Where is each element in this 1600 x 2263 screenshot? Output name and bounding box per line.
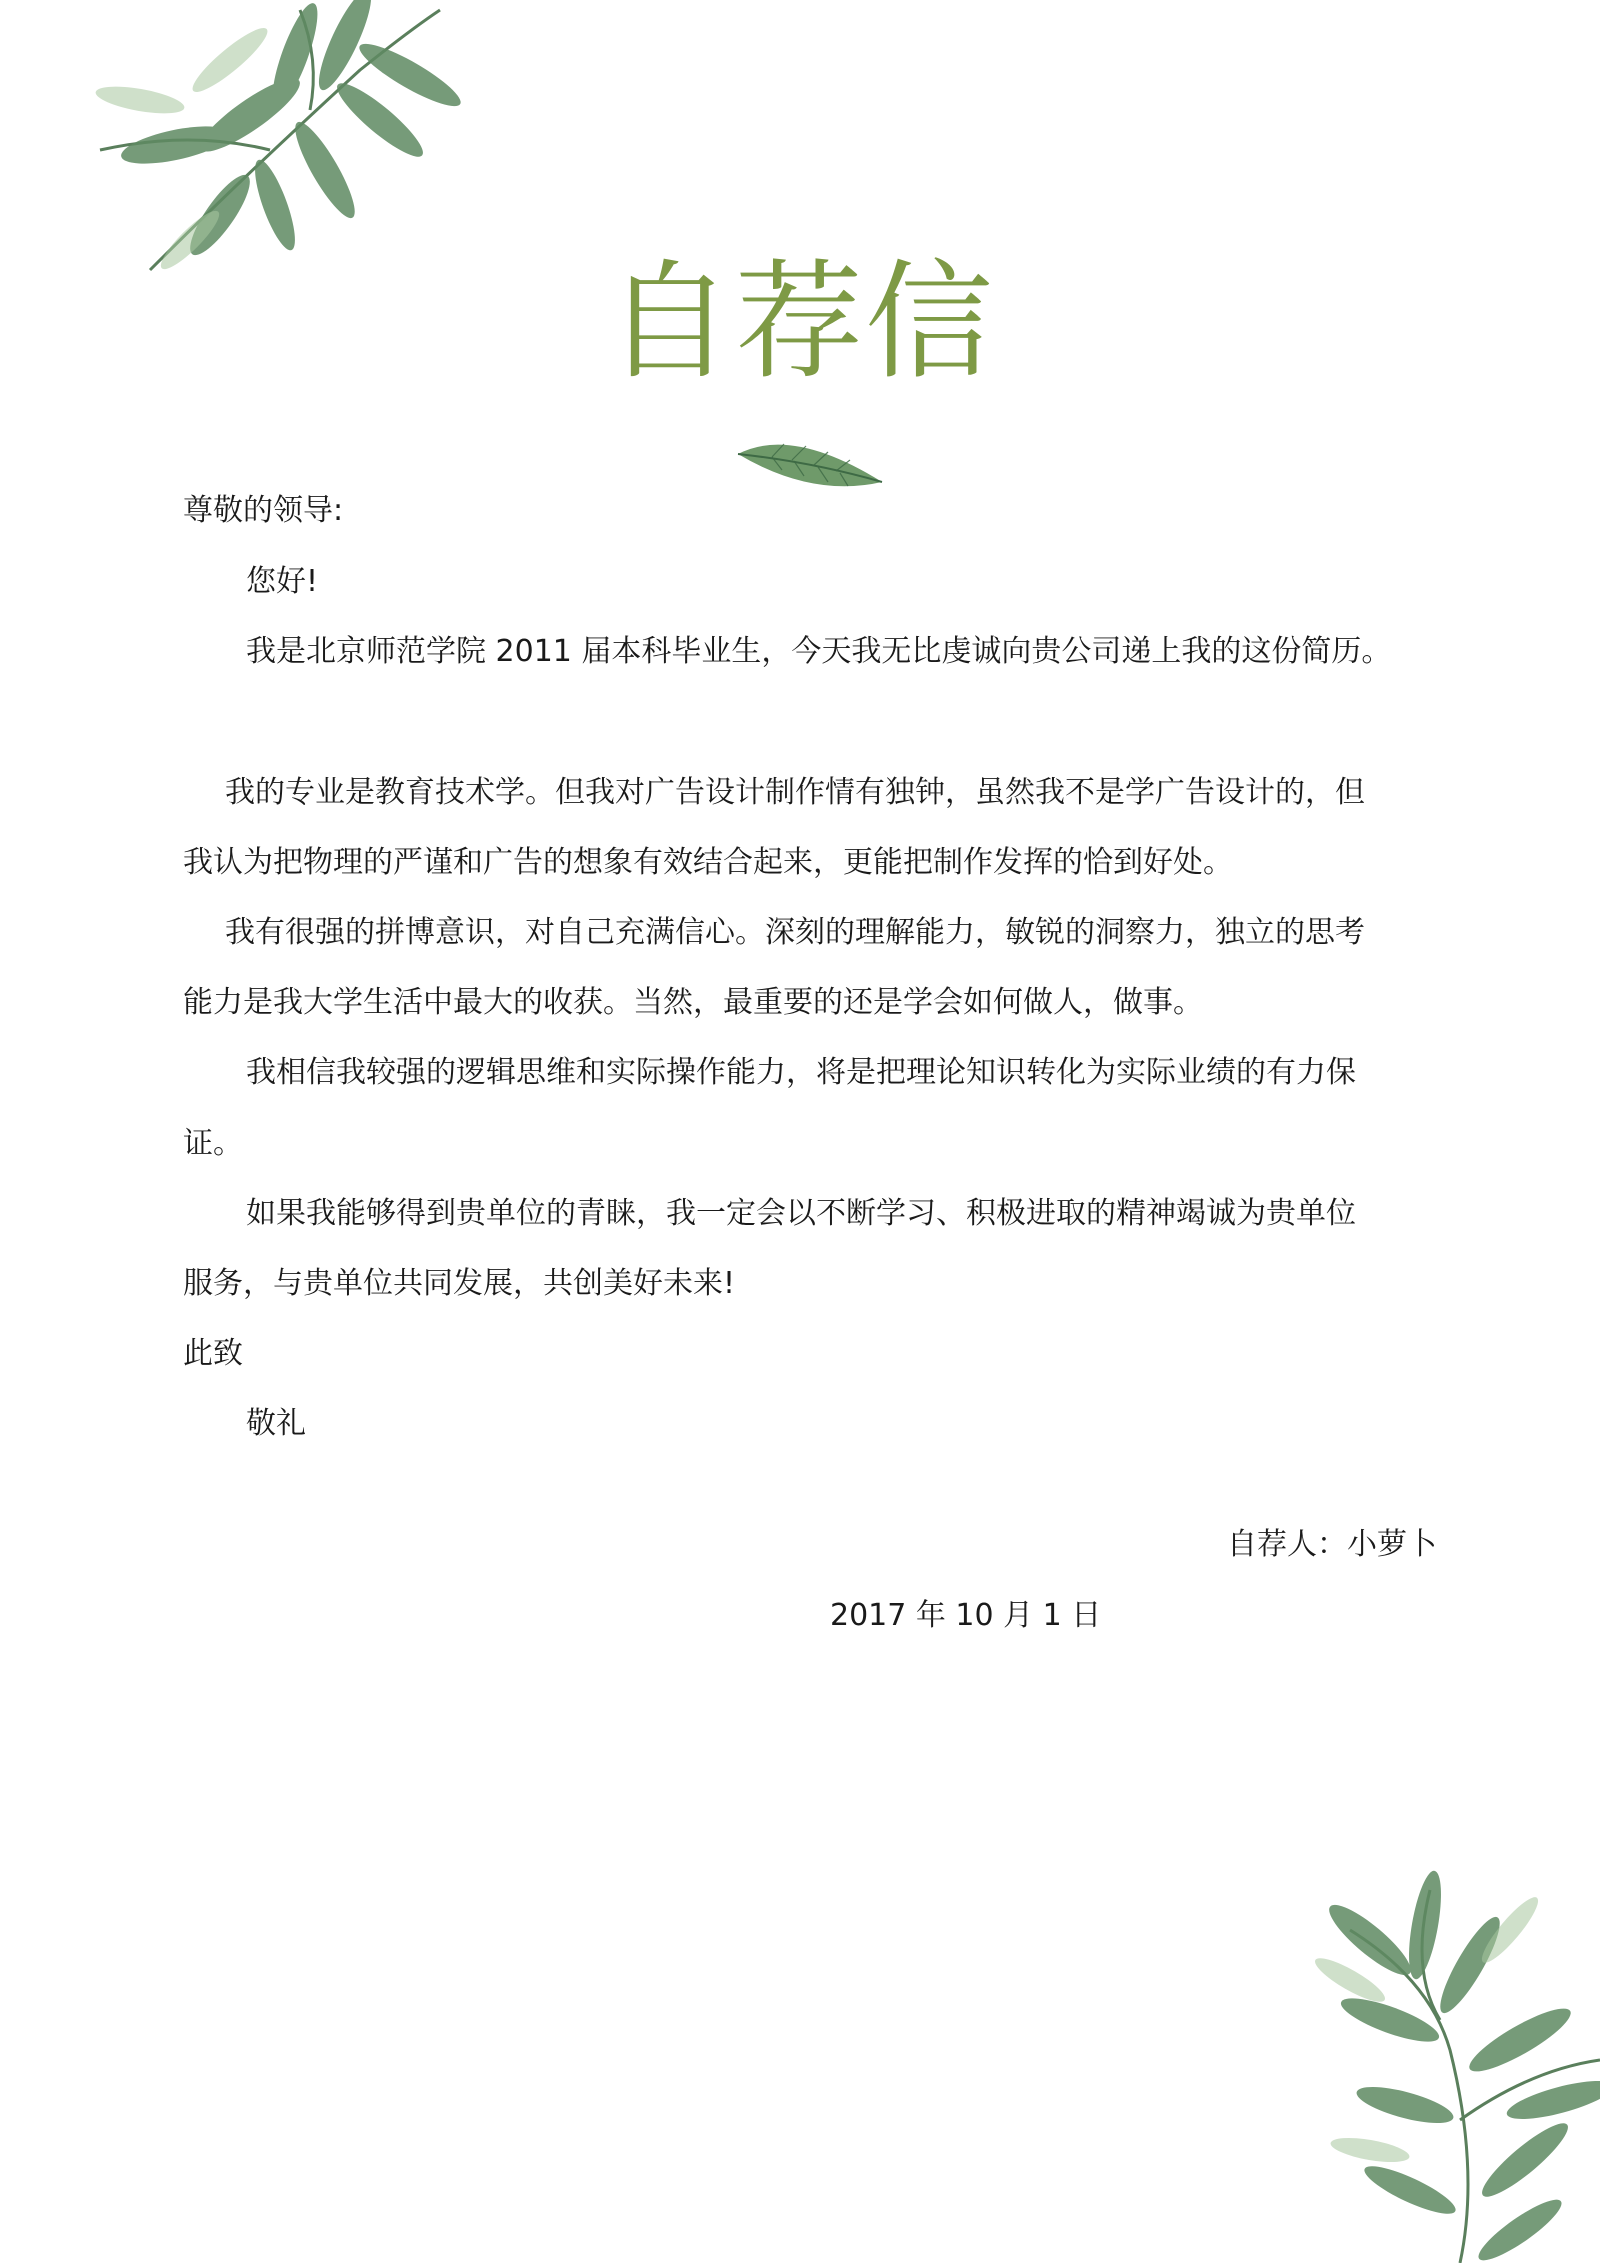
paragraph-4-line-1: 我相信我较强的逻辑思维和实际操作能力，将是把理论知识转化为实际业绩的有力保 (246, 1055, 1356, 1090)
leaf-branch-top-left-icon (80, 0, 520, 280)
letter-title: 自荐信 (604, 248, 995, 397)
closing-1: 此致 (183, 1336, 243, 1371)
paragraph-5-line-1: 如果我能够得到贵单位的青睐，我一定会以不断学习、积极进取的精神竭诚为贵单位 (246, 1196, 1356, 1231)
greeting: 您好! (246, 564, 319, 599)
paragraph-2-line-2: 我认为把物理的严谨和广告的想象有效结合起来，更能把制作发挥的恰到好处。 (183, 845, 1233, 880)
paragraph-3-line-1: 我有很强的拼博意识，对自己充满信心。深刻的理解能力，敏锐的洞察力，独立的思考 (225, 915, 1365, 950)
paragraph-5-line-2: 服务，与贵单位共同发展，共创美好未来! (183, 1266, 736, 1301)
paragraph-2-line-1: 我的专业是教育技术学。但我对广告设计制作情有独钟，虽然我不是学广告设计的，但 (225, 775, 1365, 810)
paragraph-1: 我是北京师范学院 2011 届本科毕业生，今天我无比虔诚向贵公司递上我的这份简历。 (246, 634, 1392, 669)
paragraph-4-line-2: 证。 (183, 1126, 243, 1161)
closing-2: 敬礼 (246, 1406, 306, 1441)
paragraph-3-line-2: 能力是我大学生活中最大的收获。当然，最重要的还是学会如何做人，做事。 (183, 985, 1203, 1020)
leaf-icon (732, 432, 892, 502)
date: 2017 年 10 月 1 日 (830, 1598, 1102, 1633)
leaf-branch-bottom-right-icon (1310, 1870, 1600, 2263)
salutation: 尊敬的领导: (183, 493, 344, 528)
signature: 自荐人：小萝卜 (1227, 1527, 1437, 1562)
